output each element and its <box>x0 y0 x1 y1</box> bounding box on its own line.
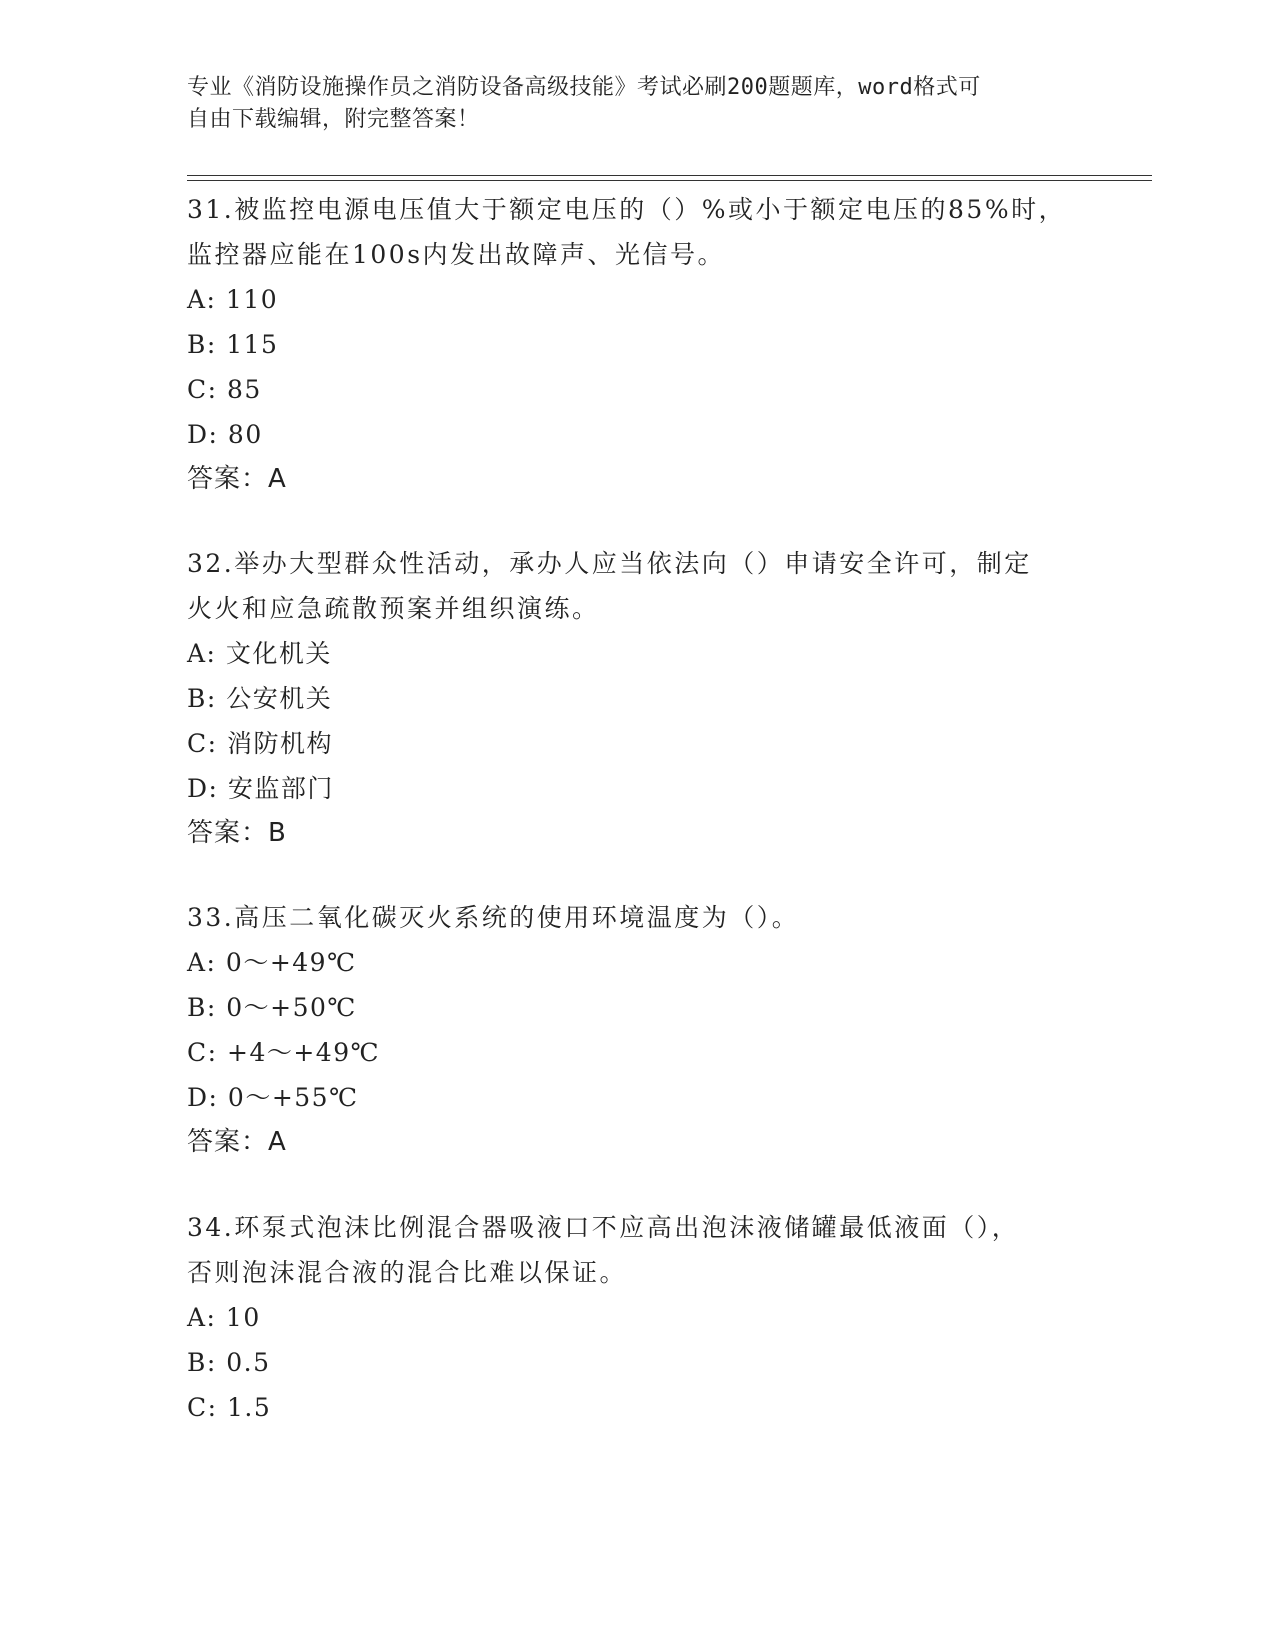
option-b: B: 0～+50℃ <box>187 993 357 1022</box>
question-stem-line-1: 31.被监控电源电压值大于额定电压的（）%或小于额定电压的85%时， <box>187 195 1067 224</box>
question-stem-line-2: 监控器应能在100s内发出故障声、光信号。 <box>187 240 726 269</box>
header-line-1: 专业《消防设施操作员之消防设备高级技能》考试必刷200题题库，word格式可 <box>187 75 981 100</box>
question-stem-line-1: 32.举办大型群众性活动，承办人应当依法向（）申请安全许可，制定 <box>187 549 1032 578</box>
option-c: C: 1.5 <box>187 1393 272 1422</box>
question-stem-line-2: 否则泡沫混合液的混合比难以保证。 <box>187 1258 628 1287</box>
document-header <box>187 72 1087 136</box>
header-line-2: 自由下载编辑，附完整答案！ <box>187 107 480 132</box>
option-a: A: 文化机关 <box>187 639 332 668</box>
option-d: D: 安监部门 <box>187 774 334 803</box>
option-a: A: 0～+49℃ <box>187 948 357 977</box>
answer-label: 答案：B <box>187 818 287 848</box>
option-a: A: 110 <box>187 285 279 314</box>
option-b: B: 0.5 <box>187 1348 271 1377</box>
question-31 <box>187 187 1087 502</box>
question-32 <box>187 541 1087 856</box>
option-c: C: +4～+49℃ <box>187 1038 381 1067</box>
option-d: D: 0～+55℃ <box>187 1083 359 1112</box>
header-divider-top <box>187 175 1152 176</box>
option-a: A: 10 <box>187 1303 261 1332</box>
option-d: D: 80 <box>187 420 263 449</box>
option-b: B: 115 <box>187 330 279 359</box>
answer-label: 答案：A <box>187 1127 287 1157</box>
header-divider-bottom <box>187 180 1152 181</box>
answer-label: 答案：A <box>187 464 287 494</box>
question-33 <box>187 895 1087 1165</box>
option-b: B: 公安机关 <box>187 684 333 713</box>
option-c: C: 消防机构 <box>187 729 333 758</box>
question-stem-line-1: 33.高压二氧化碳灭火系统的使用环境温度为（）。 <box>187 903 800 932</box>
option-c: C: 85 <box>187 375 262 404</box>
question-stem-line-2: 火火和应急疏散预案并组织演练。 <box>187 594 600 623</box>
question-stem-line-1: 34.环泵式泡沫比例混合器吸液口不应高出泡沫液储罐最低液面（）， <box>187 1213 1020 1242</box>
question-34 <box>187 1205 1087 1430</box>
